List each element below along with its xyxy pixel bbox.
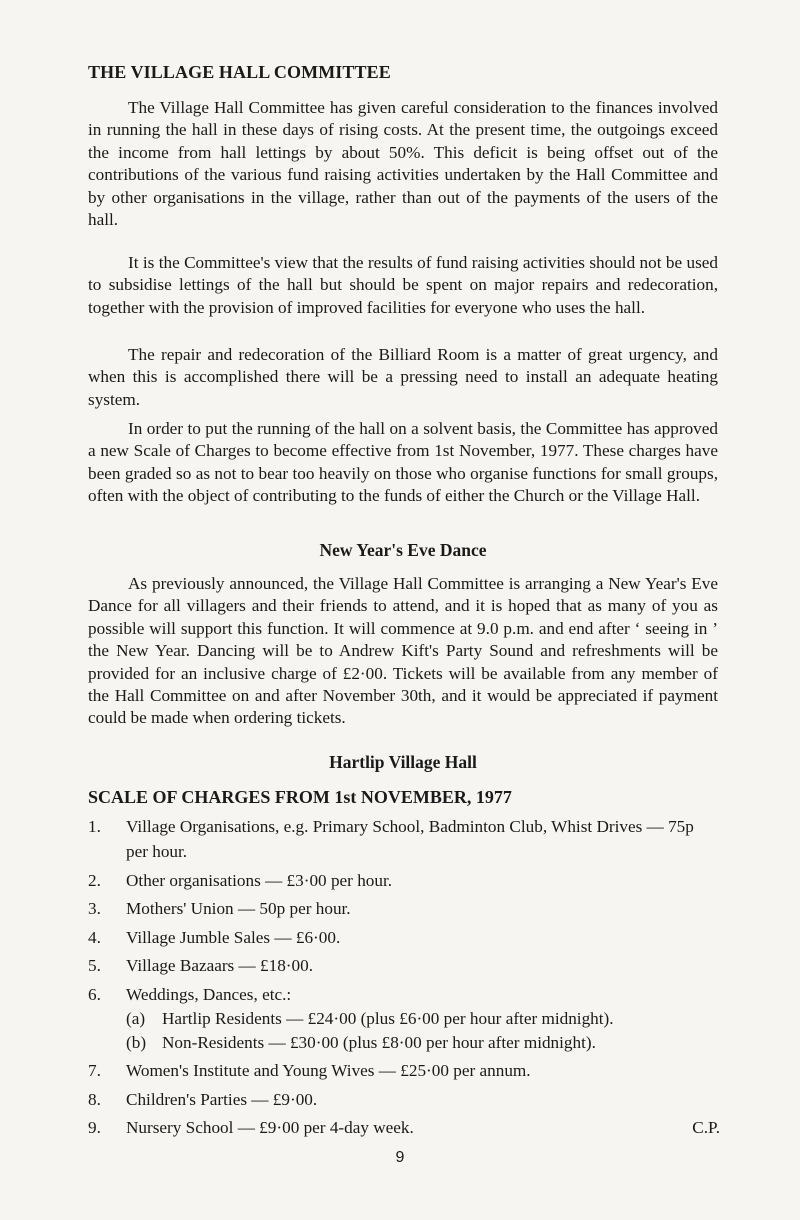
item-text: Other organisations — £3·00 per hour. [126,870,393,890]
item-text: Women's Institute and Young Wives — £25·00 per annum. [126,1061,531,1080]
hall-title: Hartlip Village Hall [329,752,477,772]
item-number: 7. [88,1061,101,1080]
sub-item-text: Hartlip Residents — £24·00 (plus £6·00 per hour after midnight). [162,1008,614,1028]
paragraph-scale-of-charges: In order to put the running of the hall on a solvent basis, the Committee has approved a new Scale of Charges to become effective from 1st November, 1977. These charges have been graded so as not to bear too heavily on those who organise functions for small groups, often with the object of contributing to the funds of either the Church or the Village Hall. [88,419,718,506]
list-item [88,1058,720,1083]
item-number: 6. [88,984,101,1004]
item-number: 9. [88,1118,101,1137]
item-text: Village Jumble Sales — £6·00. [126,927,341,947]
item-text: Village Organisations, e.g. Primary School, Badminton Club, Whist Drives — 75p per hour. [126,817,694,861]
dance-heading: New Year's Eve Dance [319,540,487,560]
item-number: 1. [88,817,101,836]
sub-item-label: (b) [126,1032,147,1052]
item-text: Weddings, Dances, etc.: [126,984,292,1004]
item-number: 4. [88,927,101,947]
item-text: Nursery School — £9·00 per 4-day week. [126,1118,414,1137]
item-number: 8. [88,1089,101,1109]
list-item [88,1087,720,1112]
list-item [88,982,720,1055]
paragraph-committee-view: It is the Committee's view that the results of fund raising activities should not be used to subsidise lettings of the hall but should be spent on major repairs and redecoration, together with the provision of improved facilities for everyone who uses the hall. [88,253,718,317]
sub-item [126,1007,720,1031]
paragraph-finances: The Village Hall Committee has given careful consideration to the finances involved in running the hall in these days of rising costs. At the present time, the outgoings exceed the income from hall lettings by about 50%. This deficit is being offset out of the contributions of the various fund raising activities undertaken by the Hall Committee and by other organisations in the village, rather than out of the payments of the users of the hall. [88,98,718,230]
item-content [126,982,720,1055]
list-item [88,953,720,978]
charges-list [88,814,720,1144]
item-number: 3. [88,899,101,918]
page-number: 9 [395,1149,405,1166]
item-number: 5. [88,956,101,975]
item-number: 2. [88,870,101,890]
sub-item-text: Non-Residents — £30·00 (plus £8·00 per hour after midnight). [162,1032,596,1052]
section-heading: THE VILLAGE HALL COMMITTEE [88,62,391,82]
list-item [88,814,720,864]
item-text: Mothers' Union — 50p per hour. [126,899,351,918]
signature: C.P. [692,1118,720,1137]
paragraph-dance: As previously announced, the Village Hall Committee is arranging a New Year's Eve Dance for all villagers and their friends to attend, and it is hoped that as many of you as possible will support this function. It will commence at 9.0 p.m. and end after ‘ seeing in ’ the New Year. Dancing will be to Andrew Kift's Party Sound and refreshments will be provided for an inclusive charge of £2·00. Tickets will be available from any member of the Hall Committee on and after November 30th, and it would be appreciated if payment could be made when ordering tickets. [88,574,718,728]
list-item [88,896,720,921]
paragraph-billiard-room: The repair and redecoration of the Billiard Room is a matter of great urgency, and when this is accomplished there will be a pressing need to install an adequate heating system. [88,345,718,409]
list-item [88,868,720,893]
list-item [88,1115,720,1140]
item-text: Children's Parties — £9·00. [126,1089,318,1109]
sub-item [126,1031,720,1055]
sub-item-label: (a) [126,1008,146,1028]
item-text: Village Bazaars — £18·00. [126,956,314,975]
list-item [88,925,720,950]
scale-heading: SCALE OF CHARGES FROM 1st NOVEMBER, 1977 [88,787,512,807]
